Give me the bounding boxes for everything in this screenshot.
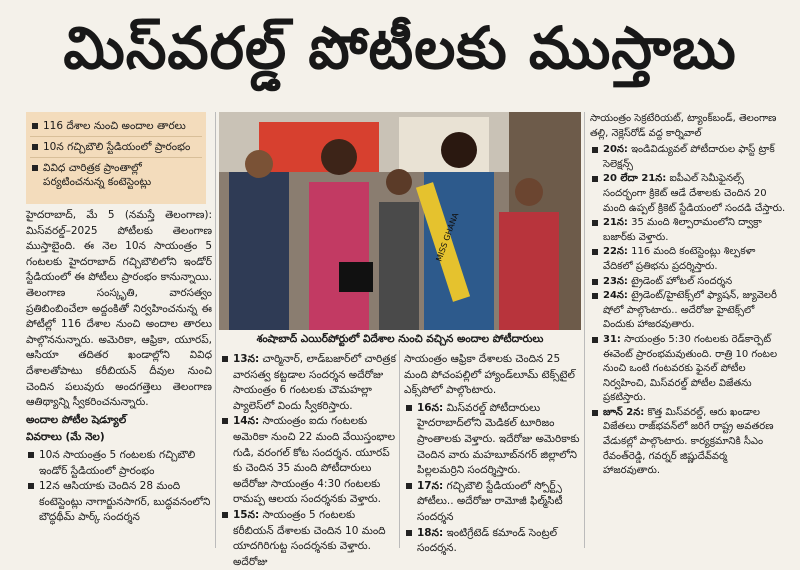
- schedule-item: 10న సాయంత్రం 5 గంటలకు గచ్చిబౌలి ఇండోర్ స్టేడియంలో ప్రారంభం: [26, 448, 212, 479]
- schedule-item: 13న: చార్మినార్, లాడ్‌బజార్‌లో చారిత్రక వారసత్వ కట్టడాల సందర్శన అదేరోజు సాయంత్రం 6 గంటలకు చౌమహల్లా ప్యాలెస్‌లో విందు స్వీకరిస్తారు.: [220, 352, 396, 414]
- bullet-square-icon: [222, 512, 228, 518]
- bullet-square-icon: [406, 405, 412, 411]
- highlight-item: వివిధ చారిత్రక ప్రాంతాల్లో పర్యటించనున్న కంటెస్టెంట్లు: [30, 158, 202, 192]
- schedule-item: 20న: ఇండివిడ్యువల్ పోటీదారుల ఫాస్ట్ ట్రాక్ సెలెక్షన్స్: [590, 143, 786, 172]
- bullet-square-icon: [222, 418, 228, 424]
- bullet-square-icon: [32, 165, 38, 171]
- schedule-item: 12న ఆసియాకు చెందిన 28 మంది కంటెస్టెంట్లు నాగార్జునసాగర్, బుద్ధవనంలోని బౌద్ధథీమ్ పార్క్ సందర్శన: [26, 479, 212, 526]
- bullet-square-icon: [592, 249, 598, 255]
- bullet-square-icon: [592, 410, 598, 416]
- schedule-item: 17న: గచ్చిబౌలి స్టేడియంలో స్పోర్ట్స్ పోటీలు.. అదేరోజు రామోజీ ఫిల్మ్‌సిటీ సందర్శన: [404, 479, 580, 526]
- column-divider: [215, 112, 216, 548]
- column-schedule-c: [590, 112, 786, 548]
- sash-text: MISS GHANA: [434, 211, 461, 263]
- page-headline: [0, 0, 800, 110]
- schedule-item: 23న: ట్రైడెంట్ హోటల్ సందర్శన: [590, 275, 786, 290]
- bullet-square-icon: [592, 147, 598, 153]
- schedule-item: 18న: ఇంటిగ్రేటెడ్ కమాండ్ సెంట్రల్ సందర్శన.: [404, 526, 580, 557]
- bullet-square-icon: [592, 337, 598, 343]
- highlight-item: 116 దేశాల నుంచి అందాల తారలు: [30, 116, 202, 137]
- highlight-item: 10న గచ్చిబౌలి స్టేడియంలో ప్రారంభం: [30, 137, 202, 158]
- photo-caption: శంషాబాద్ ఎయిర్‌పోర్టులో విదేశాల నుంచి వచ్చిన అందాల పోటీదారులు: [256, 333, 544, 345]
- bullet-square-icon: [406, 483, 412, 489]
- bullet-square-icon: [592, 279, 598, 285]
- photo-illustration: [219, 112, 581, 330]
- schedule-item: 21న: 35 మంది శిల్పారామంలోని ద్వాక్రా బజార్‌కు వెళ్తారు.: [590, 216, 786, 245]
- bullet-square-icon: [222, 356, 228, 362]
- column-schedule-b: [404, 352, 580, 555]
- column-intro: [26, 208, 212, 548]
- schedule-title: అందాల పోటీల షెడ్యూల్: [26, 413, 127, 426]
- schedule-item: 24న: ట్రైడెంట్/హైటెక్స్‌లో ఫ్యాషన్, జ్యువెలరీ షోలో పాల్గొంటారు.. అదేరోజు హైటెక్స్‌లో విందుకు హాజరవుతారు.: [590, 289, 786, 333]
- bullet-square-icon: [32, 144, 38, 150]
- schedule-item: 15న: సాయంత్రం 5 గంటలకు కరీబియన్ దేశాలకు చెందిన 10 మంది యాదగిరిగుట్ట సందర్శనకు వెళ్తారు. అదేరోజు: [220, 508, 396, 570]
- bullet-square-icon: [406, 530, 412, 536]
- column-divider: [399, 350, 400, 548]
- schedule-item: 22న: 116 మంది కంటెస్టెంట్లు శిల్పకళా వేదికలో ప్రతిభను ప్రదర్శిస్తారు.: [590, 245, 786, 274]
- schedule-continuation: సాయంత్రం ఆఫ్రికా దేశాలకు చెందిన 25 మంది పోచంపల్లిలో హ్యాండ్‌లూమ్ టెక్స్‌టైల్ ఎక్స్‌పోలో పాల్గొంటారు.: [404, 353, 575, 397]
- schedule-continuation: సాయంత్రం సెక్రటేరియట్, ట్యాంక్‌బండ్, తెలంగాణ తల్లి, నెక్లెస్‌రోడ్ వద్ద కార్నివాల్: [590, 113, 777, 139]
- intro-paragraph: హైదరాబాద్, మే 5 (నమస్తే తెలంగాణ): మిస్‌వరల్డ్–2025 పోటీలకు తెలంగాణ ముస్తాబైంది. ఈ నెల 10న సాయంత్రం 5 గంటలకు హైదరాబాద్ గచ్చిబౌలిలోని ఇండోర్ స్టేడియంలో ఈ పోటీలు ప్రారంభం కానున్నాయి. తెలంగాణ సంస్కృతి, వారసత్వం ప్రతిబింబించేలా అద్దంకితో నిర్వహించనున్న ఈ పోటీల్లో 116 దేశాల నుంచి అందాల తారలు పాల్గొననున్నారు. అమెరికా, ఆఫ్రికా, యూరప్, ఆసియా తదితర ఖండాల్లోని వివిధ దేశాలతోపాటు కరీబియన్ దీవుల నుంచి చెందిన పలువురు అందగత్తెలు తెలంగాణ ఆతిథ్యాన్ని స్వీకరించనున్నారు.: [26, 209, 212, 409]
- bullet-square-icon: [32, 123, 38, 129]
- column-divider: [584, 112, 585, 548]
- schedule-item: 20 లేదా 21న: ఐపీఎల్ సెమీఫైనల్స్ సందర్భంగా క్రికెట్ ఆడే దేశాలకు చెందిన 20 మంది ఉప్పల్ క్రికెట్ స్టేడియంలో సందడి చేస్తారు.: [590, 172, 786, 216]
- bullet-square-icon: [28, 483, 34, 489]
- bullet-square-icon: [592, 293, 598, 299]
- bullet-square-icon: [28, 452, 34, 458]
- bullet-square-icon: [592, 220, 598, 226]
- news-photo: [219, 112, 581, 330]
- schedule-subtitle: వివరాలు (మే నెల): [26, 431, 105, 444]
- schedule-item: జూన్ 2న: కొత్త మిస్‌వరల్డ్, ఆరు ఖండాల విజేతలు రాజ్‌భవన్‌లో జరిగే రాష్ట్ర అవతరణ వేడుకల్లో పాల్గొంటారు. కార్యక్రమానికి సీఎం రేవంత్‌రెడ్డి, గవర్నర్ జిష్ణుదేవ్‌వర్మ హాజరవుతారు.: [590, 406, 786, 479]
- schedule-item: 14న: సాయంత్రం ఐదు గంటలకు అమెరికా నుంచి 22 మంది వేయిస్తంభాల గుడి, వరంగల్ కోట సందర్శన. యూరప్ కు చెందిన 35 మంది పోటీదారులు అదేరోజు సాయంత్రం 4:30 గంటలకు రామప్ప ఆలయ సందర్శనకు వెళ్తారు.: [220, 414, 396, 508]
- schedule-item: 31: సాయంత్రం 5:30 గంటలకు రెడ్‌కార్పెట్ ఈవెంట్ ప్రారంభమవుతుంది. రాత్రి 10 గంటల నుంచి ఒంటి గంటవరకు ఫైనల్ పోటీల నిర్వహించి, మిస్‌వరల్డ్ పోటీల విజేతను ప్రకటిస్తారు.: [590, 333, 786, 406]
- headline-text: మిస్‌వరల్డ్ పోటీలకు ముస్తాబు: [63, 13, 737, 82]
- highlights-box: [26, 112, 206, 204]
- bullet-square-icon: [592, 176, 598, 182]
- column-schedule-a: [220, 352, 396, 568]
- schedule-item: 16న: మిస్‌వరల్డ్ పోటీదారులు హైదరాబాద్‌లోని మెడికల్ టూరిజం ప్రాంతాలకు వెళ్తారు. ఇదేరోజు అమెరికాకు చెందిన వారు మహబూబ్‌నగర్ జిల్లాలోని పిల్లలమర్రిని సందర్శిస్తారు.: [404, 401, 580, 479]
